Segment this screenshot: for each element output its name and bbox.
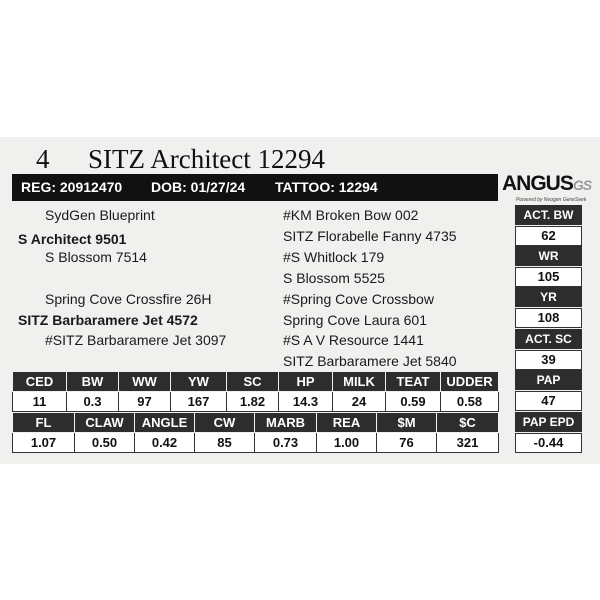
- yr-value: 108: [515, 308, 582, 328]
- epd-header: SC: [227, 372, 279, 392]
- epd-value: 0.73: [255, 433, 317, 453]
- epd-header: TEAT: [386, 372, 441, 392]
- epd-header: YW: [171, 372, 227, 392]
- wr-value: 105: [515, 267, 582, 287]
- pedigree-sire: S Architect 9501: [18, 231, 127, 247]
- act-bw-label: ACT. BW: [515, 205, 582, 225]
- pedigree-dam-dam: #SITZ Barbaramere Jet 3097: [45, 332, 227, 348]
- epd-value: 0.3: [67, 392, 119, 412]
- epd-header: BW: [67, 372, 119, 392]
- epd-value: 167: [171, 392, 227, 412]
- epd-header: WW: [119, 372, 171, 392]
- pedigree-dd-dam: SITZ Barbaramere Jet 5840: [283, 353, 457, 369]
- pedigree-ss-dam: SITZ Florabelle Fanny 4735: [283, 228, 457, 244]
- pedigree-sire-sire: SydGen Blueprint: [45, 207, 155, 223]
- epd-value: 76: [377, 433, 437, 453]
- pedigree-ss-sire: #KM Broken Bow 002: [283, 207, 419, 223]
- epd-header: $M: [377, 413, 437, 433]
- lot-number: 4: [36, 144, 50, 174]
- epd-header: CED: [13, 372, 67, 392]
- registration-bar: [12, 174, 498, 201]
- pap-epd-value: -0.44: [515, 433, 582, 453]
- lot-title: [36, 144, 325, 175]
- epd-value: 85: [195, 433, 255, 453]
- epd-table-growth: [12, 371, 499, 412]
- tattoo: TATTOO: 12294: [275, 179, 378, 195]
- epd-value: 1.82: [227, 392, 279, 412]
- epd-value: 24: [333, 392, 386, 412]
- logo-suffix: GS: [572, 177, 592, 193]
- dob: DOB: 01/27/24: [151, 179, 246, 195]
- act-sc-label: ACT. SC: [515, 329, 582, 349]
- pedigree-ds-sire: #Spring Cove Crossbow: [283, 291, 434, 307]
- epd-value: 321: [437, 433, 499, 453]
- epd-value: 0.58: [441, 392, 499, 412]
- epd-header: MILK: [333, 372, 386, 392]
- logo-subtitle: Powered by Neogen GeneSeek: [516, 197, 587, 203]
- pedigree-ds-dam: Spring Cove Laura 601: [283, 312, 427, 328]
- pedigree-sd-sire: #S Whitlock 179: [283, 249, 385, 265]
- epd-header: ANGLE: [135, 413, 195, 433]
- epd-value: 0.42: [135, 433, 195, 453]
- epd-value: 97: [119, 392, 171, 412]
- epd-header: REA: [317, 413, 377, 433]
- wr-label: WR: [515, 246, 582, 266]
- epd-header: CLAW: [75, 413, 135, 433]
- epd-value: 14.3: [279, 392, 333, 412]
- pedigree-dam: SITZ Barbaramere Jet 4572: [18, 312, 198, 328]
- reg-number: REG: 20912470: [21, 179, 123, 195]
- epd-header: FL: [13, 413, 75, 433]
- epd-header: $C: [437, 413, 499, 433]
- epd-header: CW: [195, 413, 255, 433]
- pap-value: 47: [515, 391, 582, 411]
- epd-value: 1.07: [13, 433, 75, 453]
- pedigree-sire-dam: S Blossom 7514: [45, 249, 147, 265]
- pedigree-sd-dam: S Blossom 5525: [283, 270, 385, 286]
- epd-header: MARB: [255, 413, 317, 433]
- epd-header: HP: [279, 372, 333, 392]
- animal-name: SITZ Architect 12294: [88, 144, 325, 174]
- act-sc-value: 39: [515, 350, 582, 370]
- epd-header: UDDER: [441, 372, 499, 392]
- epd-table-carcass: [12, 412, 499, 453]
- angus-gs-logo: [502, 170, 594, 210]
- logo-main-text: ANGUS: [502, 172, 573, 195]
- epd-value: 0.50: [75, 433, 135, 453]
- pap-epd-label: PAP EPD: [515, 412, 582, 432]
- epd-value: 1.00: [317, 433, 377, 453]
- yr-label: YR: [515, 287, 582, 307]
- act-bw-value: 62: [515, 226, 582, 246]
- epd-value: 11: [13, 392, 67, 412]
- pedigree-dd-sire: #S A V Resource 1441: [283, 332, 424, 348]
- pedigree-dam-sire: Spring Cove Crossfire 26H: [45, 291, 212, 307]
- epd-value: 0.59: [386, 392, 441, 412]
- pap-label: PAP: [515, 370, 582, 390]
